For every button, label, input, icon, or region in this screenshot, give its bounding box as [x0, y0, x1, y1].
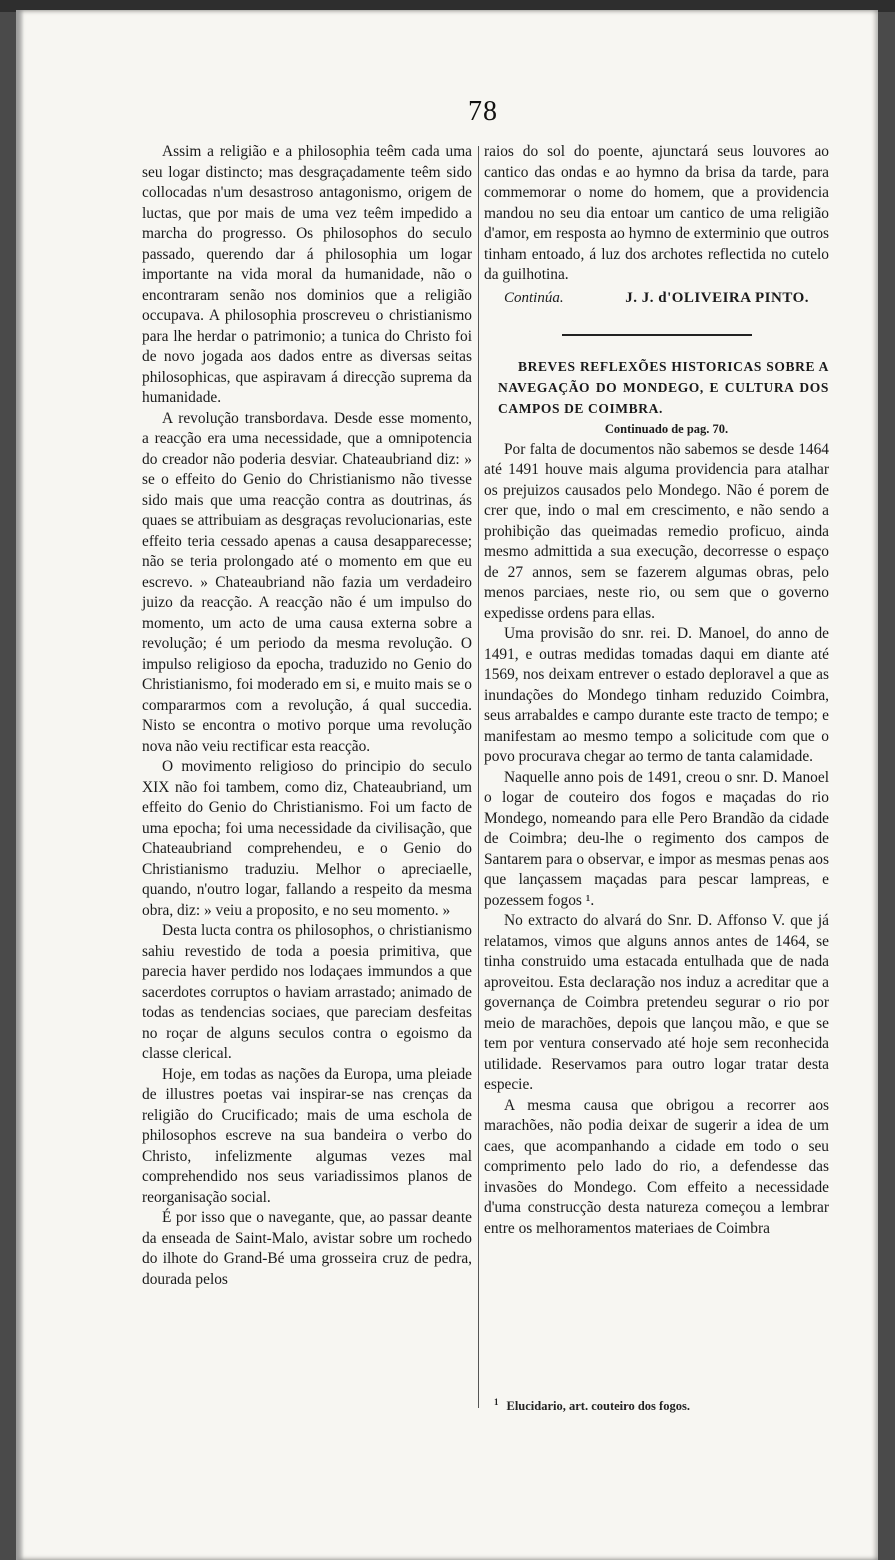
footnote-text: Elucidario, art. couteiro dos fogos.: [506, 1399, 690, 1414]
left-paragraph: Desta lucta contra os philosophos, o christianismo sahiu revestido de toda a poesia primitiva, que parecia haver perdido nos lodaçaes immundos a que sacerdotes corruptos o haviam arrastado; animado de todas as tendencias sociaes, que pareciam desfeitas no roçar de alguns seculos contra o egoismo da classe clerical.: [142, 922, 472, 1062]
section-rule: [562, 334, 752, 336]
page-gutter-shadow: [16, 10, 24, 1560]
footnote-marker: 1: [494, 1397, 499, 1407]
left-paragraph: É por isso que o navegante, que, ao passar deante da enseada de Saint-Malo, avistar sobre um rochedo do ilhote do Grand-Bé uma grosseira cruz de pedra, dourada pelos: [142, 1209, 472, 1288]
left-column: [142, 142, 472, 1290]
continued-note: Continuado de pag. 70.: [604, 422, 729, 436]
footnote: [494, 1397, 824, 1414]
article-signature: [484, 288, 829, 309]
left-paragraph: Hoje, em todas as nações da Europa, uma pleiade de illustres poetas vai inspirar-se nas crenças da religião do Crucificado; mais de uma escholа de philosophos escreve na sua bandeira o verbo do Christo, infelizmente algumas vezes mal comprehendido nos seus variadissimos planos de reorganisação social.: [142, 1065, 472, 1206]
right-column: [484, 142, 829, 1239]
left-paragraph: A revolução transbordava. Desde esse momento, a reacção era uma necessidade, que a omnipotencia do creador não poderia desviar. Chateaubriand diz: » se o effeito do Genio do Christianismo não tivesse sido mais que uma reacção contra as doutrinas, ás quaes se attribuiam as desgraças revolucionarias, este effeito teria cessado apenas a causa desapparecesse; não se teria prolongado até o momento em que eu escrevo. » Chateaubriand não fazia um verdadeiro juizo da reacção. A reacção não é um impulso do momento, um acto de uma causa externa sobre a revolução; é um periodo da mesma revolução. O impulso religioso da epocha, traduzido no Genio do Christianismo, foi moderado em si, e muito mais se o compararmos com a revolução, á qual succedia. Nisto se encontra o motivo porque uma revolução nova não veiu rectificar esta reacção.: [142, 409, 472, 755]
column-divider: [478, 146, 479, 1408]
article-paragraph: No extracto do alvará do Snr. D. Affonso V. que já relatamos, vimos que alguns annos antes de 1464, se tinha construido uma estacada entulhada que de nada aproveitou. Esta declaração nos induz a acreditar que a governança de Coimbra pretendeu segurar o rio por meio de marachões, depois que lançou mão, e que se tem por ventura conservado até hoje sem reconhecida utilidade. Reservamos para outro logar tratar desta especie.: [484, 912, 829, 1093]
article-paragraph: A mesma causa que obrigou a recorrer aos marachões, não podia deixar de sugerir a idea de um caes, que acompanhando a cidade em todo o seu comprimento pelo lado do rio, a defendesse das invasões do Mondego. Com effeito a necessidade d'uma construcção desta natureza começou a lembrar entre os melhoramentos materiaes de Coimbra: [484, 1096, 829, 1237]
article-paragraph: Por falta de documentos não sabemos se desde 1464 até 1491 houve mais alguma providencia para atalhar os prejuizos causados pelo Mondego. Não é porem de crer que, indo o mal em crescimento, e não sendo a prohibição das queimadas remedio proficuo, ainda mesmo admittida a sua execução, decorresse o espaço de 27 annos, sem se fazerem algumas obras, pelo menos parciaes, neste rio, ou sem que o governo expedisse ordens para ellas.: [484, 440, 829, 622]
right-continuation-paragraph: raios do sol do poente, ajunctará seus louvores ao cantico das ondas e ao hymno da brisa da tarde, para commemorar o nome do homem, que a providencia mandou no seu dia entoar um cantico de uma religião d'amor, em resposta ao hymno de exterminio que outros tinham entoado, á luz dos archotes reflectida no cutelo da guilhotina.: [484, 143, 829, 283]
article-paragraph: Naquelle anno pois de 1491, creou o snr. D. Manoel o logar de couteiro dos fogos e maçadas do rio Mondego, nomeando para elle Pero Brandão da cidade de Coimbra; deu-lhe o regimento dos campos de Santarem para o observar, e impor as mesmas penas aos que lançassem maçadas para pescar lampreas, e pozessem fogos ¹.: [484, 768, 829, 909]
left-paragraph: O movimento religioso do principio do seculo XIX não foi tambem, como diz, Chateaubriand, um effeito do Genio do Christianismo. Foi um facto de uma epocha; foi uma necessidade da civilisação, que Chateaubriand comprehendeu, e o Genio do Christianismo traduziu. Melhor o apreciaelle, quando, n'outro logar, fallando a respeito da mesma obra, diz: » veiu a proposito, e no seu momento. »: [142, 758, 472, 919]
left-paragraph: Assim a religião e a philosophia teêm cada uma seu logar distincto; mas desgraçadamente teêm sido collocadas n'um desastroso antagonismo, origem de luctas, que por mais de uma vez teêm impedido a marcha do progresso. Os philosophos do seculo passado, querendo dar á philosophia um logar importante na vida moral da humanidade, não o encontraram senão nos dominios que a religião occupava. A philosophia proscreveu o christianismo para lhe herdar o patrimonio; a tunica do Christo foi de novo jogada aos dados entre as diversas seitas philosophicas, que aspiravam á direcção suprema da humanidade.: [142, 143, 472, 406]
article-paragraph: Uma provisão do snr. rei. D. Manoel, do anno de 1491, e outras medidas tomadas daqui em diante até 1569, nos deixam entrever o estado deploravel a que as inundações do Mondego tinham reduzido Coimbra, seus arrabaldes e campo durante este tracto de tempo; e manifestam ao mesmo tempo a solicitude com que o povo procurava chegar ao termo de tanta calamidade.: [484, 625, 829, 765]
article-title: BREVES REFLEXÕES HISTORICAS SOBRE A NAVEGAÇÃO DO MONDEGO, E CULTURA DOS CAMPOS DE COIMBRA.: [498, 359, 829, 416]
page-number: 78: [468, 96, 498, 127]
continua-label: Continúa.: [504, 289, 564, 306]
author-name: J. J. d'OLIVEIRA PINTO.: [625, 289, 809, 306]
